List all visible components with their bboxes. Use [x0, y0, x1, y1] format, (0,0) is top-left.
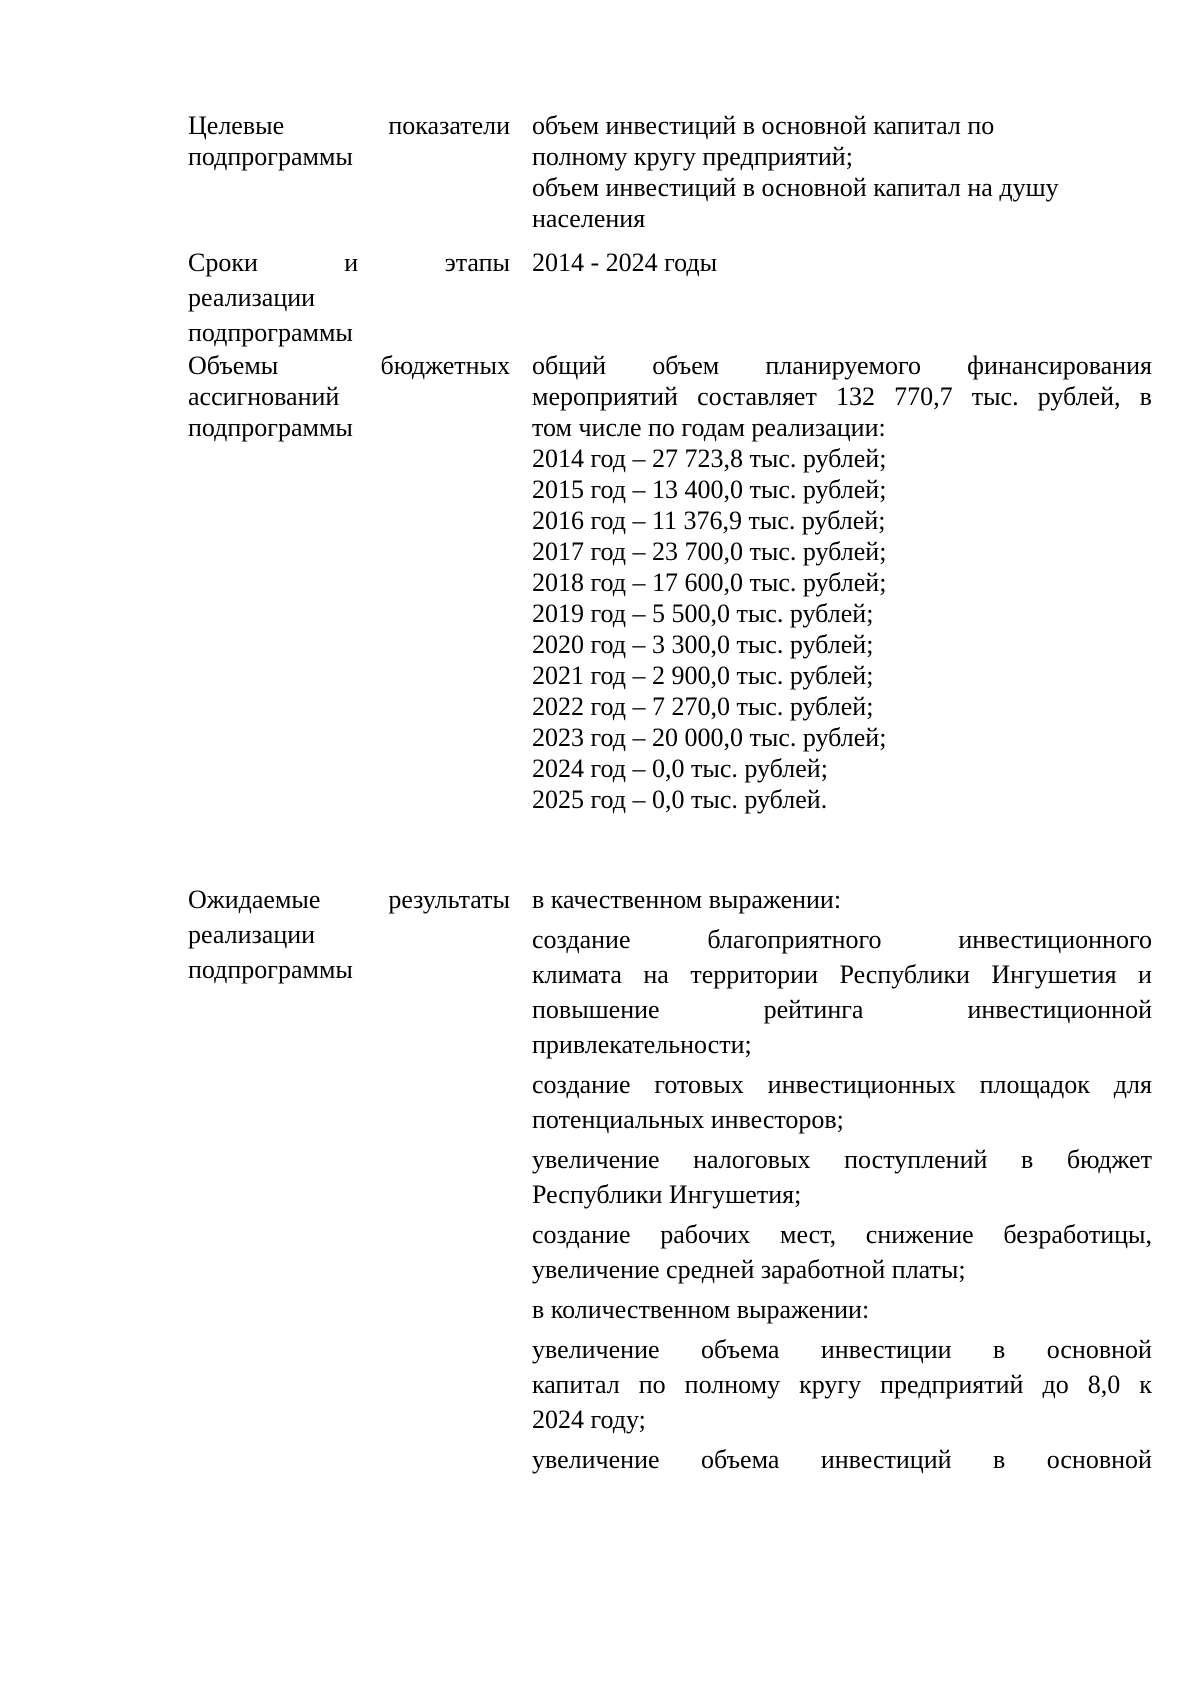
word: Сроки — [188, 248, 258, 277]
value-line — [532, 1332, 1152, 1367]
row-label — [188, 245, 510, 350]
word: предприятий — [880, 1370, 1024, 1399]
value-line — [532, 992, 1152, 1027]
value-line: привлекательности; — [532, 1030, 752, 1059]
value-line: том числе по годам реализации: — [532, 413, 886, 442]
word: Целевые — [188, 111, 285, 140]
value-line: Республики Ингушетия; — [532, 1180, 802, 1209]
label-line — [188, 245, 510, 280]
word: планируемого — [765, 351, 921, 380]
word: снижение — [865, 1220, 974, 1249]
word: этапы — [444, 248, 510, 277]
word: в — [993, 1335, 1006, 1364]
value-paragraph — [532, 1332, 1152, 1437]
value-line — [532, 1367, 1152, 1402]
word: инвестиционного — [958, 925, 1152, 954]
word: составляет — [697, 382, 817, 411]
word: инвестиционной — [967, 995, 1152, 1024]
value-line: потенциальных инвесторов; — [532, 1105, 844, 1134]
label-line — [188, 350, 510, 381]
value-line — [532, 350, 1152, 381]
value-line: 2016 год – 11 376,9 тыс. рублей; — [532, 506, 886, 535]
value-line: объем инвестиций в основной капитал по — [532, 111, 995, 140]
row-label — [188, 882, 510, 987]
label-line — [188, 110, 510, 141]
row-value — [532, 245, 1152, 280]
word: Объемы — [188, 351, 279, 380]
word: безработицы, — [1003, 1220, 1152, 1249]
word: для — [1113, 1070, 1152, 1099]
word: в — [993, 1445, 1006, 1474]
value-line: 2023 год – 20 000,0 тыс. рублей; — [532, 723, 887, 752]
word: финансирования — [967, 351, 1152, 380]
word: увеличение — [532, 1145, 660, 1174]
word: территории — [690, 960, 818, 989]
label-line: подпрограммы — [188, 142, 353, 171]
word: создание — [532, 1070, 631, 1099]
value-line: 2021 год – 2 900,0 тыс. рублей; — [532, 661, 874, 690]
word: создание — [532, 1220, 631, 1249]
value-line: 2015 год – 13 400,0 тыс. рублей; — [532, 475, 887, 504]
value-line: объем инвестиций в основной капитал на душу — [532, 173, 1059, 202]
word: благоприятного — [707, 925, 882, 954]
word: 8,0 — [1087, 1370, 1121, 1399]
word: объема — [701, 1335, 780, 1364]
value-line: 2024 году; — [532, 1405, 646, 1434]
word: инвестиций — [820, 1445, 952, 1474]
word: инвестиции — [820, 1335, 952, 1364]
value-line: 2024 год – 0,0 тыс. рублей; — [532, 754, 828, 783]
value-line: 2018 год – 17 600,0 тыс. рублей; — [532, 568, 887, 597]
word: и — [1138, 960, 1152, 989]
value-paragraph — [532, 1217, 1152, 1287]
word: к — [1139, 1370, 1152, 1399]
word: полному — [684, 1370, 781, 1399]
word: бюджет — [1066, 1145, 1152, 1174]
word: увеличение — [532, 1335, 660, 1364]
word: мероприятий — [532, 382, 678, 411]
value-line — [532, 381, 1152, 412]
row-value — [532, 882, 1152, 1477]
label-line: подпрограммы — [188, 413, 353, 442]
word: готовых — [654, 1070, 744, 1099]
value-line: увеличение средней заработной платы; — [532, 1255, 966, 1284]
word: бюджетных — [380, 351, 510, 380]
word: объема — [701, 1445, 780, 1474]
value-line — [532, 957, 1152, 992]
value-line — [532, 1442, 1152, 1477]
value-line: полному кругу предприятий; — [532, 142, 853, 171]
word: по — [638, 1370, 666, 1399]
value-line — [532, 1217, 1152, 1252]
value-paragraph — [532, 1067, 1152, 1137]
word: результаты — [388, 885, 510, 914]
label-line — [188, 882, 510, 917]
word: рабочих — [660, 1220, 751, 1249]
value-line — [532, 1067, 1152, 1102]
word: Ингушетия — [991, 960, 1117, 989]
word: капитал — [532, 1370, 620, 1399]
word: рублей, — [1037, 382, 1121, 411]
word: поступлений — [844, 1145, 988, 1174]
row-label — [188, 110, 510, 172]
word: на — [643, 960, 669, 989]
word: мест, — [779, 1220, 837, 1249]
word: в — [1139, 382, 1152, 411]
value-line: населения — [532, 204, 646, 233]
word: инвестиционных — [767, 1070, 956, 1099]
row-value — [532, 350, 1152, 815]
value-line: 2025 год – 0,0 тыс. рублей. — [532, 785, 828, 814]
value-line: в качественном выражении: — [532, 885, 842, 914]
word: тыс. — [971, 382, 1019, 411]
label-line: реализации — [188, 920, 316, 949]
word: в — [1021, 1145, 1034, 1174]
word: 132 — [835, 382, 875, 411]
value-line: 2017 год – 23 700,0 тыс. рублей; — [532, 537, 887, 566]
value-paragraph — [532, 882, 1152, 917]
word: показатели — [388, 111, 510, 140]
value-line — [532, 1142, 1152, 1177]
label-line: ассигнований — [188, 382, 340, 411]
word: рейтинга — [763, 995, 864, 1024]
label-line: подпрограммы — [188, 955, 353, 984]
value-line: 2019 год – 5 500,0 тыс. рублей; — [532, 599, 874, 628]
value-line: в количественном выражении: — [532, 1295, 870, 1324]
word: объем — [652, 351, 720, 380]
label-line: реализации — [188, 283, 316, 312]
value-line: 2020 год – 3 300,0 тыс. рублей; — [532, 630, 874, 659]
word: основной — [1046, 1335, 1152, 1364]
value-line: 2014 - 2024 годы — [532, 248, 718, 277]
word: до — [1042, 1370, 1069, 1399]
word: налоговых — [693, 1145, 811, 1174]
value-paragraph — [532, 1292, 1152, 1327]
word: кругу — [799, 1370, 862, 1399]
word: Республики — [839, 960, 970, 989]
value-paragraph — [532, 1442, 1152, 1477]
label-line: подпрограммы — [188, 318, 353, 347]
word: 770,7 — [894, 382, 953, 411]
word: основной — [1046, 1445, 1152, 1474]
word: Ожидаемые — [188, 885, 321, 914]
word: климата — [532, 960, 622, 989]
word: создание — [532, 925, 631, 954]
value-line: 2022 год – 7 270,0 тыс. рублей; — [532, 692, 874, 721]
word: повышение — [532, 995, 660, 1024]
word: общий — [532, 351, 607, 380]
value-paragraph — [532, 922, 1152, 1062]
value-line — [532, 922, 1152, 957]
word: увеличение — [532, 1445, 660, 1474]
value-paragraph — [532, 1142, 1152, 1212]
word: и — [344, 248, 359, 277]
value-line: 2014 год – 27 723,8 тыс. рублей; — [532, 444, 887, 473]
word: площадок — [979, 1070, 1090, 1099]
row-label — [188, 350, 510, 443]
row-value — [532, 110, 1152, 234]
